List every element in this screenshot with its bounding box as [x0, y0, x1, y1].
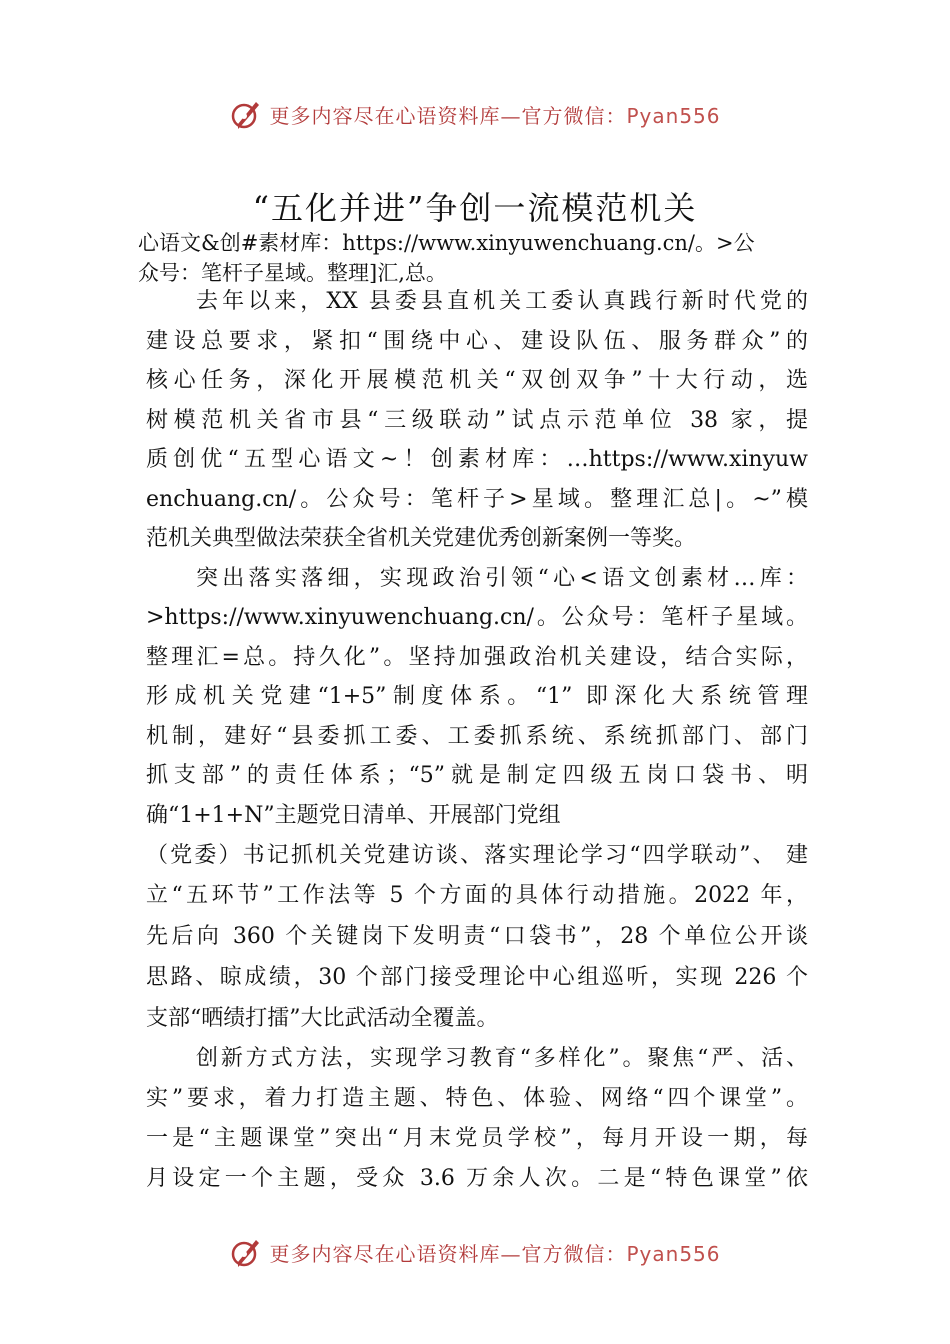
body-line: 突出落实落细，实现政治引领“心<语文创素材…库：	[196, 566, 808, 591]
body-line: 范机关典型做法荣获全省机关党建优秀创新案例一等奖。	[146, 526, 697, 551]
body-line: 思路、晾成绩，30 个部门接受理论中心组巡听，实现 226 个	[146, 965, 808, 990]
document-title: “五化并进”争创一流模范机关	[252, 189, 698, 227]
body-line: 机制，建好“县委抓工委、工委抓系统、系统抓部门、部门	[146, 724, 808, 749]
body-line: 形成机关党建“1+5”制度体系。“1” 即深化大系统管理	[146, 684, 808, 709]
watermark-text: 更多内容尽在心语资料库—官方微信：	[269, 1241, 627, 1266]
body-line: （党委）书记抓机关党建访谈、落实理论学习“四学联动”、 建	[146, 843, 808, 868]
body-line: 支部“晒绩打擂”大比武活动全覆盖。	[146, 1006, 499, 1031]
body-line: 确“1+1+N”主题党日清单、开展部门党组	[146, 803, 561, 828]
body-line: 建设总要求，紧扣“围绕中心、建设队伍、服务群众”的	[146, 329, 808, 354]
source-line: 心语文&创#素材库：https://www.xinyuwenchuang.cn/。>公	[138, 231, 755, 255]
quill-pen-logo-icon	[229, 97, 263, 131]
wechat-id: Pyan556	[626, 1241, 721, 1266]
body-line: 先后向 360 个关键岗下发明责“口袋书”，28 个单位公开谈	[146, 924, 808, 949]
source-line: 众号：笔杆子星域。整理]汇,总。	[138, 261, 447, 285]
body-line: 核心任务，深化开展模范机关“双创双争”十大行动，选	[146, 368, 808, 393]
body-line: 立“五环节”工作法等 5 个方面的具体行动措施。2022 年，	[146, 883, 808, 908]
body-line: 创新方式方法，实现学习教育“多样化”。聚焦“严、活、	[196, 1046, 808, 1071]
watermark-text: 更多内容尽在心语资料库—官方微信：	[269, 103, 627, 128]
body-line: 抓支部”的责任体系；“5”就是制定四级五岗口袋书、明	[146, 763, 808, 788]
body-line: 树模范机关省市县“三级联动”试点示范单位 38 家，提	[146, 408, 808, 433]
body-line: 质创优“五型心语文~！创素材库：…https://www.xinyuw	[146, 447, 808, 472]
body-line: 整理汇=总。持久化”。坚持加强政治机关建设，结合实际，	[146, 645, 808, 670]
body-line: >https://www.xinyuwenchuang.cn/。公众号：笔杆子星域。	[146, 605, 808, 630]
body-line: enchuang.cn/。公众号：笔杆子>星域。整理汇总|。~”模	[146, 487, 808, 512]
body-line: 月设定一个主题，受众 3.6 万余人次。二是“特色课堂”依	[146, 1166, 808, 1191]
watermark-banner-bottom	[0, 1232, 950, 1272]
watermark-banner-top	[0, 94, 950, 134]
body-line: 去年以来，XX 县委县直机关工委认真践行新时代党的	[196, 289, 808, 314]
body-line: 一是“主题课堂”突出“月末党员学校”，每月开设一期，每	[146, 1126, 808, 1151]
quill-pen-logo-icon	[229, 1235, 263, 1269]
body-line: 实”要求，着力打造主题、特色、体验、网络“四个课堂”。	[146, 1086, 808, 1111]
wechat-id: Pyan556	[626, 103, 721, 128]
